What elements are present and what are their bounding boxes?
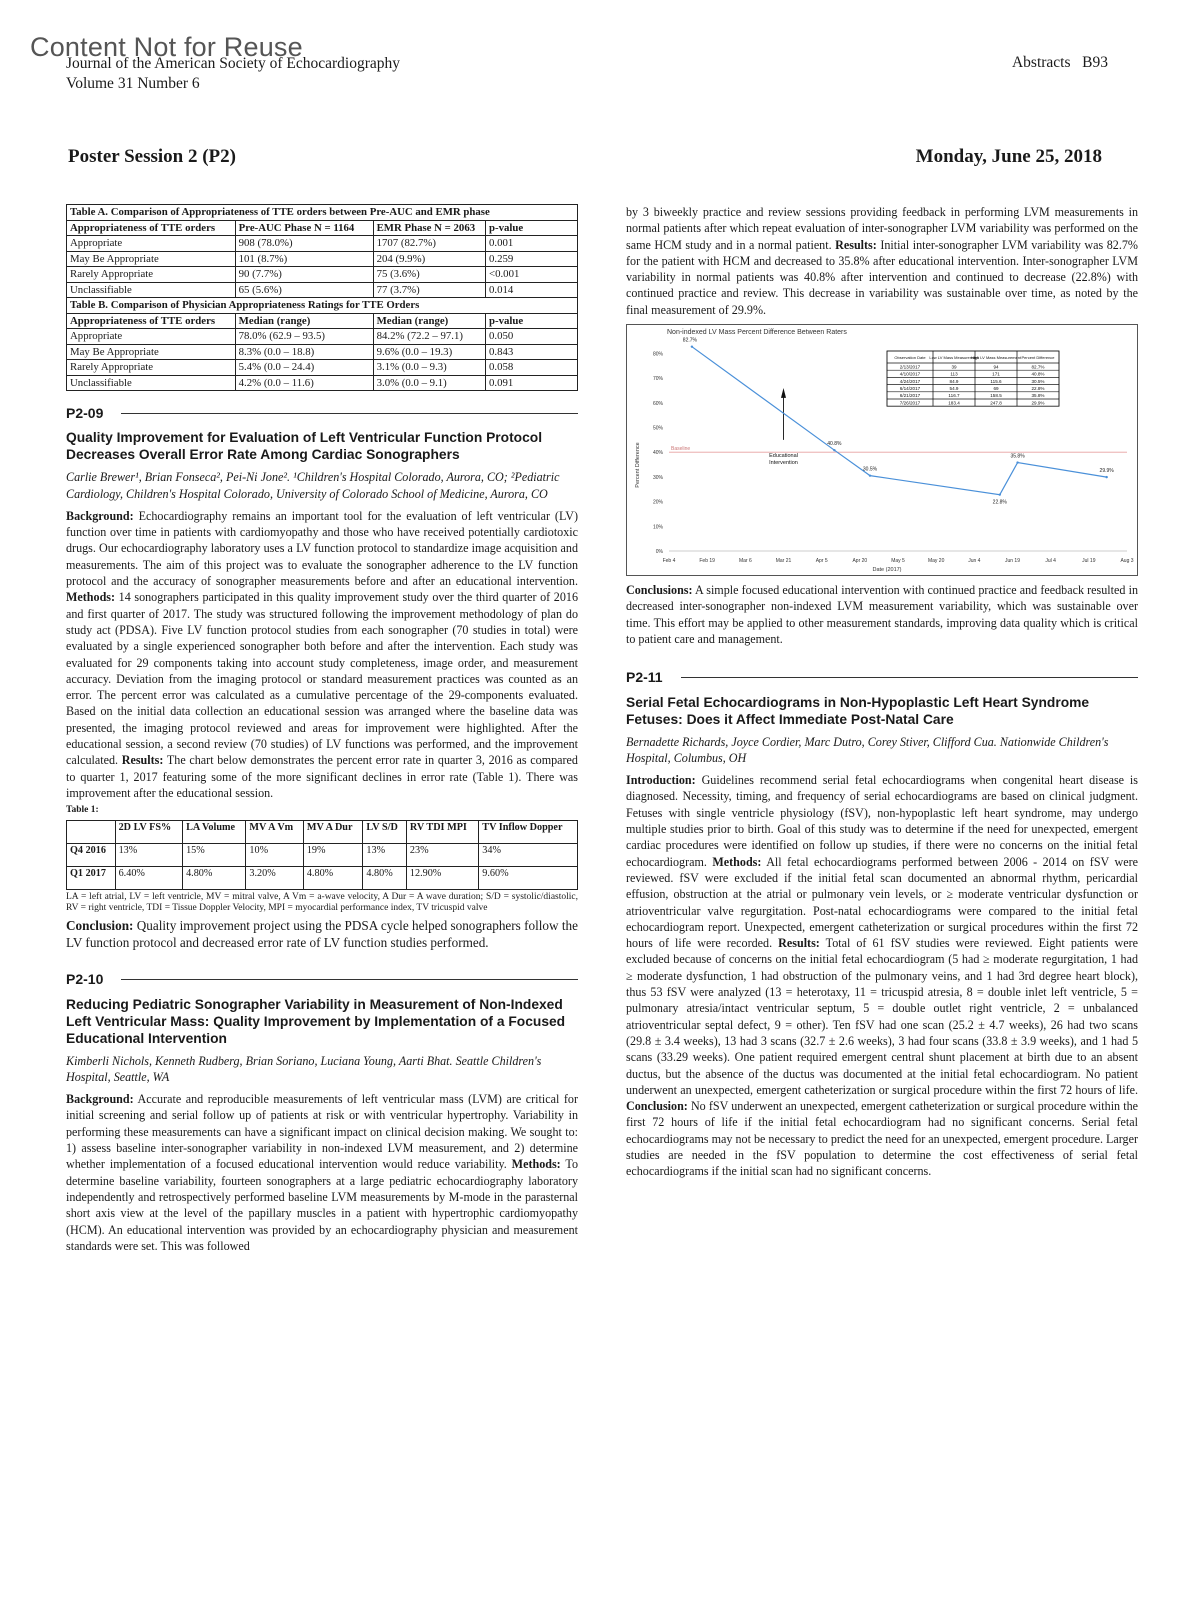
baseline-label: Baseline	[671, 446, 691, 453]
x-tick-label: Jul 4	[1045, 558, 1056, 565]
table-cell: 13%	[363, 844, 406, 867]
abstract-title-p209: Quality Improvement for Evaluation of Left Ventricular Function Protocol Decreases Overall Error Rate Among Cardiac Sonographers	[66, 430, 543, 463]
table-cell: Appropriate	[67, 236, 236, 252]
table-cell: 12.90%	[406, 867, 478, 890]
table-cell: MV A Dur	[303, 821, 363, 844]
chart-ylabel: Percent Difference	[635, 442, 641, 488]
inset-cell-text: 6/14/2017	[899, 386, 921, 392]
table-cell: LA Volume	[183, 821, 246, 844]
data-point	[869, 475, 871, 477]
inset-header-text: Percent Difference	[1021, 355, 1055, 361]
table-cell: 15%	[183, 844, 246, 867]
table-cell: TV Inflow Dopper	[479, 821, 578, 844]
table-cell: Unclassifiable	[67, 282, 236, 298]
data-label: 29.9%	[1099, 468, 1114, 475]
table-cell: 84.2% (72.2 – 97.1)	[373, 329, 485, 345]
inset-cell-text: 29.9%	[1031, 400, 1045, 406]
table-b-header	[67, 313, 578, 329]
table-cell: Median (range)	[235, 313, 373, 329]
authors-p211: Bernadette Richards, Joyce Cordier, Marc Dutro, Corey Stiver, Clifford Cua. Nationwide Children's Hospital, Columbus, OH	[626, 734, 1109, 765]
table-row	[67, 360, 578, 376]
journal-name: Journal of the American Society of Echocardiography	[66, 55, 400, 72]
table1-footnote: LA = left atrial, LV = left ventricle, MV = mitral valve, A Vm = a-wave velocity, A Dur = A wave duration; S/D = systolic/diastolic, RV = right ventricle, TDI = Tissue Doppler Velocity, MPI = myocardial performance index, TV tricuspid valve	[66, 892, 578, 914]
y-tick-label: 70%	[652, 376, 663, 383]
table-cell: 77 (3.7%)	[373, 282, 485, 298]
page-header: Abstracts B93	[1011, 54, 1108, 71]
table-cell: Rarely Appropriate	[67, 267, 236, 283]
inset-cell-text: 4/24/2017	[899, 378, 921, 384]
table-cell: 4.80%	[303, 867, 363, 890]
table-row	[67, 329, 578, 345]
data-point	[999, 494, 1001, 496]
table-row	[67, 344, 578, 360]
inset-cell-text: 113	[950, 371, 958, 377]
table-cell: MV A Vm	[246, 821, 303, 844]
y-tick-label: 80%	[652, 351, 663, 358]
table-cell: Q4 2016	[67, 844, 116, 867]
session-title: Poster Session 2 (P2)	[68, 146, 236, 167]
table-row	[67, 267, 578, 283]
journal-volume: Volume 31 Number 6	[66, 75, 200, 92]
lv-mass-figure	[626, 324, 1138, 576]
y-tick-label: 30%	[652, 474, 663, 481]
abstract-title-p211: Serial Fetal Echocardiograms in Non-Hypoplastic Left Heart Syndrome Fetuses: Does it Affect Immediate Post-Natal Care	[626, 694, 1090, 727]
table-cell: Median (range)	[373, 313, 485, 329]
table-cell: 0.259	[486, 251, 578, 267]
authors-p209: Carlie Brewer¹, Brian Fonseca², Pei-Ni Jone². ¹Children's Hospital Colorado, Aurora, CO; ²Pediatric Cardiology, Children's Hospital Colorado, University of Colorado School of Medicine, Aurora, CO	[66, 470, 560, 501]
inset-cell-text: 40.8%	[1031, 371, 1045, 377]
error-rate-table	[66, 820, 578, 890]
table-cell: 0.843	[486, 344, 578, 360]
table1-label: Table 1:	[66, 805, 99, 816]
conclusion-p209: Conclusion: Quality improvement project using the PDSA cycle helped sonographers follow the LV function protocol and decreased error rate of LV function studies performed.	[66, 918, 578, 950]
table-cell: 75 (3.6%)	[373, 267, 485, 283]
x-tick-label: May 5	[891, 558, 905, 565]
table-row	[67, 867, 578, 890]
table-cell: 4.2% (0.0 – 11.6)	[235, 375, 373, 391]
inset-cell-text: 158.5	[990, 393, 1002, 399]
abstract-id-p211: P2-11	[626, 669, 1138, 685]
abstract-body-p211: Introduction: Guidelines recommend serial fetal echocardiograms when congenital heart disease is diagnosed. Necessity, timing, and frequency of serial echocardiograms are based on clinical judgment. Fetuses with single ventricle physiology (fSV), non-hypoplastic left heart syndrome, may undergo multiple studies prior to birth. Goal of this study was to determine if the need for unexpected, emergent cardiac procedures were identified on follow up studies, if there were no concerns on the initial fetal echocardiogram. Methods: All fetal echocardiograms performed between 2006 - 2014 on fSV were reviewed. fSV were excluded if the initial fetal scan documented an abnormal rhythm, pericardial effusion, obstruction at the atrial or pulmonary vein levels, or ≥ moderate ventricular dysfunction or atrioventricular valve regurgitation. Post-natal echocardiograms were compared to the initial fetal echocardiogram report. Unexpected, emergent catheterization or surgical procedures within the first 72 hours of life were recorded. Results: Total of 61 fSV studies were reviewed. Eight patients were excluded because of concerns on the initial fetal echocardiogram (5 had ≥ moderate regurgitation, 1 had ≥ moderate dysfunction, 1 had obstruction of the pulmonary veins, and 1 had 3rd degree heart block), thus 53 fSV were analyzed (13 = heterotaxy, 11 = tricuspid atresia, 8 = double inlet left ventricle, 5 = pulmonary atresia/intact ventricular septum, 5 = double outlet right ventricle, 2 = unbalanced atrioventricular septal defect, 9 = other). Ten fSV had one scan (25.2 ± 4.7 weeks), 26 had two scans (29.8 ± 3.4 weeks), 13 had 3 scans (32.7 ± 2.6 weeks), 3 had four scans (33.8 ± 3.9 weeks), and 1 had 5 scans (33.29 weeks). One patient required emergent central shunt placement at birth due to an absent ductus, but the absence of the ductus was documented at the initial fetal echocardiogram. No patient underwent an unexpected, emergent catheterization or surgical procedure within the first 72 hours of life. Conclusion: No fSV underwent an unexpected, emergent catheterization or surgical procedure within the first 72 hours of life if the initial fetal echocardiogram had no significant concerns. Serial fetal echocardiograms may not be necessary to predict the need for an unexpected, emergent procedure. Larger studies are needed in the fSV population to determine the cost effectiveness of serial fetal echocardiograms if the initial scan had no significant concerns.	[626, 773, 1138, 1179]
abstract-id-p209: P2-09	[66, 405, 578, 421]
table-cell: 0.050	[486, 329, 578, 345]
table-cell: p-value	[486, 220, 578, 236]
table1-header	[67, 821, 578, 844]
right-column	[626, 204, 1138, 1180]
table-cell: 6.40%	[115, 867, 182, 890]
x-tick-label: May 20	[927, 558, 945, 565]
data-point	[691, 346, 693, 348]
table-cell: Appropriate	[67, 329, 236, 345]
y-tick-label: 40%	[652, 450, 663, 457]
table-cell: <0.001	[486, 267, 578, 283]
inset-cell-text: 84.9	[949, 378, 959, 384]
data-label: 40.8%	[827, 441, 842, 448]
inset-cell-text: 7/26/2017	[899, 400, 921, 406]
inset-cell-text: 115.6	[990, 378, 1002, 384]
table-row	[67, 375, 578, 391]
table-cell: 10%	[246, 844, 303, 867]
journal-header	[66, 54, 400, 94]
table-row	[67, 844, 578, 867]
table-a-header	[67, 220, 578, 236]
table-cell: 9.60%	[479, 867, 578, 890]
table-cell: 3.0% (0.0 – 9.1)	[373, 375, 485, 391]
x-tick-label: Jun 19	[1004, 558, 1021, 565]
session-date: Monday, June 25, 2018	[915, 146, 1102, 167]
inset-cell-text: 4/10/2017	[899, 371, 921, 377]
inset-cell-text: 171	[992, 371, 1000, 377]
abstract-body-p210: Background: Accurate and reproducible measurements of left ventricular mass (LVM) are critical for initial screening and serial follow up of patients at risk or with ventricular hypertrophy. Variability in performing these measurements can have a significant impact on clinical decision making. We sought to: 1) assess baseline inter-sonographer variability in non-indexed LVM measurement, and 2) determine whether implementation of a focused educational intervention would reduce variability. Methods: To determine baseline variability, fourteen sonographers at a large pediatric echocardiography laboratory independently and retrospectively performed baseline LVM measurements by M-mode in the parasternal short axis view at the level of the papillary muscles in a patient with hypertrophic cardiomyopathy (HCM). An educational intervention was provided by an echocardiography physician and measurement standards were set. This was followed	[66, 1092, 578, 1253]
data-point	[833, 449, 835, 451]
inset-cell-text: 116.7	[948, 393, 960, 399]
table-cell: 90 (7.7%)	[235, 267, 373, 283]
table-cell: 19%	[303, 844, 363, 867]
table-cell: 23%	[406, 844, 478, 867]
y-tick-label: 10%	[652, 524, 663, 531]
table-cell: Q1 2017	[67, 867, 116, 890]
authors-p210: Kimberli Nichols, Kenneth Rudberg, Brian Soriano, Luciana Young, Aarti Bhat. Seattle Children's Hospital, Seattle, WA	[66, 1053, 542, 1084]
table-cell: 5.4% (0.0 – 24.4)	[235, 360, 373, 376]
x-tick-label: Aug 3	[1120, 558, 1134, 565]
table-cell: May Be Appropriate	[67, 251, 236, 267]
data-label: 82.7%	[682, 337, 697, 344]
table-cell: 0.014	[486, 282, 578, 298]
data-point	[1105, 476, 1107, 478]
conclusion-p210: Conclusions: A simple focused educational intervention with continued practice and feedback resulted in decreased inter-sonographer non-indexed LVM measurement variability, which was sustainable over time. This effort may be applied to other measurement standards, improving data quality which is critical to patient care and management.	[626, 583, 1138, 646]
inset-cell-text: 2/13/2017	[899, 364, 921, 370]
inset-cell-text: 69	[993, 386, 999, 392]
chart-title: Non-indexed LV Mass Percent Difference Between Raters	[667, 329, 847, 337]
inset-header-text: Low LV Mass Measurement	[929, 355, 979, 361]
inset-cell-text: 247.8	[990, 400, 1002, 406]
inset-cell-text: 6/21/2017	[899, 393, 921, 399]
inset-header-text: Observation Date	[894, 355, 926, 361]
inset-cell-text: 82.7%	[1031, 364, 1045, 370]
table-cell: 0.091	[486, 375, 578, 391]
table-cell: 0.058	[486, 360, 578, 376]
x-tick-label: Jun 4	[968, 558, 981, 565]
y-tick-label: 60%	[652, 400, 663, 407]
x-tick-label: Apr 20	[852, 558, 868, 565]
table-cell	[67, 821, 116, 844]
table-b-caption: Table B. Comparison of Physician Appropriateness Ratings for TTE Orders	[67, 298, 578, 314]
table-cell: 4.80%	[363, 867, 406, 890]
table-row	[67, 236, 578, 252]
table-cell: 9.6% (0.0 – 19.3)	[373, 344, 485, 360]
chart-xlabel: Date (2017)	[872, 567, 902, 574]
table-cell: 65 (5.6%)	[235, 282, 373, 298]
table-cell: 101 (8.7%)	[235, 251, 373, 267]
inset-cell-text: 30.5%	[1031, 378, 1045, 384]
data-point	[1016, 461, 1018, 463]
x-tick-label: Jul 19	[1082, 558, 1096, 565]
watermark: Content Not for Reuse	[30, 32, 303, 62]
x-tick-label: Mar 6	[738, 558, 752, 565]
left-column	[66, 204, 578, 1254]
table-cell: 78.0% (62.9 – 93.5)	[235, 329, 373, 345]
y-tick-label: 50%	[652, 425, 663, 432]
table-cell: 8.3% (0.0 – 18.8)	[235, 344, 373, 360]
table-cell: 204 (9.9%)	[373, 251, 485, 267]
table-cell: LV S/D	[363, 821, 406, 844]
table-cell: 3.1% (0.0 – 9.3)	[373, 360, 485, 376]
x-tick-label: Mar 21	[775, 558, 792, 565]
appropriateness-table	[66, 204, 578, 391]
data-label: 35.8%	[1010, 453, 1025, 460]
table-cell: Appropriateness of TTE orders	[67, 220, 236, 236]
table-cell: EMR Phase N = 2063	[373, 220, 485, 236]
table-cell: 13%	[115, 844, 182, 867]
abstract-title-p210: Reducing Pediatric Sonographer Variability in Measurement of Non-Indexed Left Ventricular Mass: Quality Improvement by Implementation of a Focused Educational Intervention	[66, 996, 566, 1046]
table-cell: Unclassifiable	[67, 375, 236, 391]
intervention-label: Educational Intervention	[769, 453, 798, 467]
y-tick-label: 0%	[655, 549, 663, 556]
inset-cell-text: 35.8%	[1031, 393, 1045, 399]
table-cell: 908 (78.0%)	[235, 236, 373, 252]
inset-header-text: High LV Mass Measurement	[970, 355, 1022, 361]
table-cell: May Be Appropriate	[67, 344, 236, 360]
table-cell: 34%	[479, 844, 578, 867]
table-cell: Appropriateness of TTE orders	[67, 313, 236, 329]
table-cell: 0.001	[486, 236, 578, 252]
table-cell: 1707 (82.7%)	[373, 236, 485, 252]
table-cell: Rarely Appropriate	[67, 360, 236, 376]
abstract-body-p209: Background: Echocardiography remains an important tool for the evaluation of left ventricular (LV) function over time in patients with cardiomyopathy and those who have received potentially cardiotoxic drugs. Our echocardiography laboratory uses a LV function protocol to standardize image acquisition and measurements. The aim of this project was to evaluate the sonographer adherence to the LV function protocol and the accuracy of sonographer measurements before and after an educational intervention. Methods: 14 sonographers participated in this quality improvement study over the third quarter of 2016 and first quarter of 2017. The study was structured following the improvement methodology of plan do study act (PDSA). Five LV function protocol studies from each sonographer (70 studies in total) were evaluated by a single experienced sonographer both before and after the intervention. Each study was evaluated for 29 components taking into account study completeness, image order, and measurement accuracy. Deviation from the imaging protocol or standard measurement practices was counted as an error. The percent error was calculated as a cumulative percentage of the 29-components evaluated. Based on the initial data collection an educational session was arranged where the baseline data was presented, the imaging protocol reviewed and areas for improvement were highlighted. After the educational session, a second review (70 studies) of LV functions was performed, and the improvement calculated. Results: The chart below demonstrates the percent error rate in quarter 3, 2016 as compared to quarter 1, 2017 featuring some of the more significant declines in error rate (Table 1). There was improvement after the educational session.	[66, 508, 578, 800]
data-label: 30.5%	[862, 466, 878, 473]
inset-cell-text: 94	[993, 364, 999, 370]
inset-cell-text: 183.4	[948, 400, 960, 406]
inset-cell-text: 22.8%	[1031, 386, 1045, 392]
table-cell: 4.80%	[183, 867, 246, 890]
intervention-arrow-head	[781, 388, 786, 398]
table-cell: Pre-AUC Phase N = 1164	[235, 220, 373, 236]
table-cell: RV TDI MPI	[406, 821, 478, 844]
x-tick-label: Feb 4	[662, 558, 676, 565]
inset-cell-text: 54.9	[949, 386, 959, 392]
inset-cell-text: 39	[951, 364, 957, 370]
table-cell: 2D LV FS%	[115, 821, 182, 844]
table-row	[67, 282, 578, 298]
data-label: 22.8%	[992, 499, 1007, 506]
abstract-body-p210-cont: by 3 biweekly practice and review sessions providing feedback in performing LVM measurements in normal patients after which repeat evaluation of inter-sonographer LVM variability was performed on the same HCM study and in a normal patient. Results: Initial inter-sonographer LVM variability was 82.7% for the patient with HCM and decreased to 35.8% after educational intervention. Inter-sonographer LVM variability in normal patients was 40.8% after intervention and continued to decrease (22.8%) with continued practice and review. This decrease in variability was sustainable over time, as noted by the final measurement of 29.9%.	[626, 205, 1138, 317]
table-cell: p-value	[486, 313, 578, 329]
table-a-caption: Table A. Comparison of Appropriateness of TTE orders between Pre-AUC and EMR phase	[67, 205, 578, 221]
x-tick-label: Apr 5	[815, 558, 828, 565]
abstract-id-p210: P2-10	[66, 971, 578, 987]
lv-mass-chart	[627, 325, 1137, 575]
table-row	[67, 251, 578, 267]
table-cell: 3.20%	[246, 867, 303, 890]
y-tick-label: 20%	[652, 499, 663, 506]
x-tick-label: Feb 19	[699, 558, 715, 565]
